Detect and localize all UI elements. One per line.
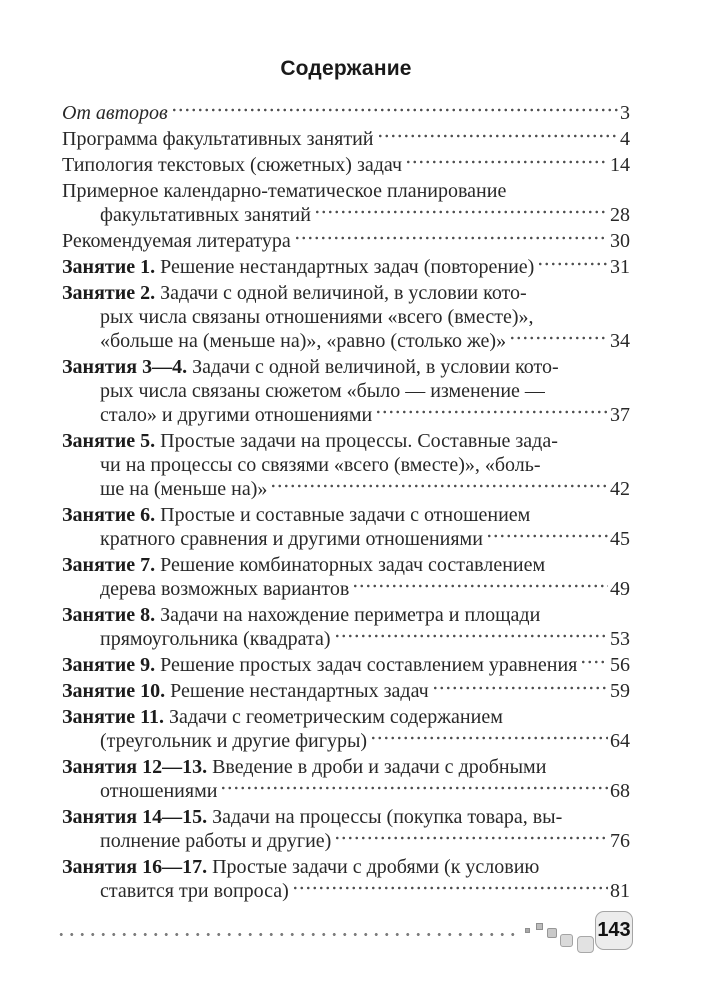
toc-entry-line [62,281,630,305]
dot-leader [352,577,608,601]
table-of-contents [62,101,630,905]
toc-entry-line [62,453,630,477]
toc-entry-line [62,355,630,379]
toc-entry-line [62,679,630,703]
dot-leader [432,679,608,703]
entry-prefix: Занятия 14—15. [62,806,208,828]
toc-entry [62,229,630,253]
dot-leader [377,127,618,151]
entry-text: ше на (меньше на)» [100,478,268,500]
entry-text: дерева возможных вариантов [100,578,350,600]
toc-entry-line [62,603,630,627]
toc-entry [62,503,630,551]
entry-text: Рекомендуемая литература [62,230,291,252]
toc-entry-line [62,403,630,427]
page-title: Содержание [280,57,412,80]
entry-prefix: Занятие 11. [62,706,165,728]
entry-page-number: 31 [610,256,630,278]
toc-entry [62,653,630,677]
entry-page-number: 59 [610,680,630,702]
entry-text: факультативных занятий [100,204,311,226]
toc-entry-line [62,805,630,829]
toc-entry-line [62,755,630,779]
toc-entry-line [62,477,630,501]
toc-entry-line [62,527,630,551]
toc-entry [62,855,630,903]
footer-square [525,928,530,933]
dot-leader [270,477,608,501]
toc-entry-line [62,577,630,601]
toc-entry [62,153,630,177]
page-number: 143 [597,919,631,941]
toc-entry-line [62,503,630,527]
dot-leader [334,627,608,651]
toc-entry [62,429,630,501]
toc-entry [62,355,630,427]
entry-text: Решение комбинаторных задач составлением [160,554,546,576]
entry-page-number: 68 [610,780,630,802]
entry-prefix: Занятие 6. [62,504,156,526]
toc-entry-line [62,705,630,729]
footer-square [560,934,573,947]
entry-text: Задачи с геометрическим содержанием [169,706,503,728]
entry-prefix: Занятие 1. [62,256,156,278]
entry-page-number: 53 [610,628,630,650]
entry-page-number: 49 [610,578,630,600]
entry-page-number: 4 [620,128,630,150]
toc-entry-line [62,779,630,803]
toc-entry-line [62,653,630,677]
entry-text: Простые и составные задачи с отношением [160,504,531,526]
entry-page-number: 30 [610,230,630,252]
toc-entry-line [62,305,630,329]
toc-entry-line [62,379,630,403]
toc-entry [62,179,630,227]
entry-page-number: 42 [610,478,630,500]
footer-square [536,923,543,930]
entry-text: рых числа связаны отношениями «всего (вместе)», [100,306,534,328]
entry-text: Простые задачи с дробями (к условию [212,856,540,878]
entry-page-number: 37 [610,404,630,426]
entry-page-number: 64 [610,730,630,752]
dot-leader [405,153,608,177]
entry-text: Задачи с одной величиной, в условии кото- [160,282,527,304]
toc-entry-line [62,879,630,903]
entry-text: Введение в дроби и задачи с дробными [212,756,547,778]
entry-text: «больше на (меньше на)», «равно (столько же)» [100,330,507,352]
footer-dotted-line [56,932,518,937]
entry-text: От авторов [62,102,168,124]
entry-text: прямоугольника (квадрата) [100,628,331,650]
toc-entry-line [62,203,630,227]
entry-text: Решение нестандартных задач [170,680,429,702]
toc-entry-line [62,627,630,651]
toc-entry-line [62,127,630,151]
entry-text: чи на процессы со связями «всего (вместе)», «боль- [100,454,541,476]
footer-square [547,928,557,938]
toc-entry-line [62,855,630,879]
entry-text: (треугольник и другие фигуры) [100,730,368,752]
entry-text: Решение простых задач составлением уравнения [160,654,578,676]
footer-square [577,936,594,953]
entry-text: отношениями [100,780,218,802]
toc-entry-line [62,429,630,453]
entry-text: стало» и другими отношениями [100,404,373,426]
entry-text: Примерное календарно-тематическое планирование [62,180,507,202]
toc-entry [62,553,630,601]
entry-text: Решение нестандартных задач (повторение) [160,256,535,278]
toc-entry-line [62,255,630,279]
entry-prefix: Занятие 2. [62,282,156,304]
dot-leader [171,101,618,125]
entry-page-number: 14 [610,154,630,176]
toc-entry [62,603,630,651]
dot-leader [294,229,608,253]
entry-text: Задачи на нахождение периметра и площади [160,604,541,626]
toc-entry-line [62,153,630,177]
toc-entry [62,805,630,853]
entry-prefix: Занятия 12—13. [62,756,208,778]
entry-prefix: Занятия 16—17. [62,856,208,878]
toc-entry [62,255,630,279]
dot-leader [375,403,608,427]
toc-entry [62,705,630,753]
entry-prefix: Занятие 10. [62,680,166,702]
dot-leader [314,203,608,227]
toc-entry [62,679,630,703]
entry-text: кратного сравнения и другими отношениями [100,528,483,550]
entry-text: рых числа связаны сюжетом «было — изменение — [100,380,545,402]
dot-leader [580,653,608,677]
dot-leader [220,779,608,803]
dot-leader [334,829,608,853]
entry-text: ставится три вопроса) [100,880,289,902]
entry-page-number: 28 [610,204,630,226]
dot-leader [370,729,608,753]
toc-entry-line [62,729,630,753]
entry-text: Задачи с одной величиной, в условии кото- [192,356,559,378]
entry-prefix: Занятия 3—4. [62,356,188,378]
toc-entry-line [62,829,630,853]
entry-text: Программа факультативных занятий [62,128,374,150]
toc-entry [62,281,630,353]
toc-entry-line [62,329,630,353]
toc-entry [62,127,630,151]
entry-text: полнение работы и другие) [100,830,332,852]
dot-leader [292,879,608,903]
entry-text: Простые задачи на процессы. Составные зада- [160,430,558,452]
dot-leader [537,255,608,279]
toc-entry-line [62,101,630,125]
entry-prefix: Занятие 9. [62,654,156,676]
entry-page-number: 3 [620,102,630,124]
entry-prefix: Занятие 5. [62,430,156,452]
entry-page-number: 76 [610,830,630,852]
entry-page-number: 34 [610,330,630,352]
page-number-badge [595,911,633,950]
dot-leader [486,527,608,551]
entry-page-number: 81 [610,880,630,902]
toc-entry [62,101,630,125]
entry-prefix: Занятие 8. [62,604,156,626]
entry-text: Типология текстовых (сюжетных) задач [62,154,403,176]
toc-entry [62,755,630,803]
entry-text: Задачи на процессы (покупка товара, вы- [212,806,563,828]
entry-page-number: 56 [610,654,630,676]
entry-page-number: 45 [610,528,630,550]
toc-entry-line [62,179,630,203]
toc-entry-line [62,553,630,577]
toc-entry-line [62,229,630,253]
dot-leader [509,329,608,353]
entry-prefix: Занятие 7. [62,554,156,576]
